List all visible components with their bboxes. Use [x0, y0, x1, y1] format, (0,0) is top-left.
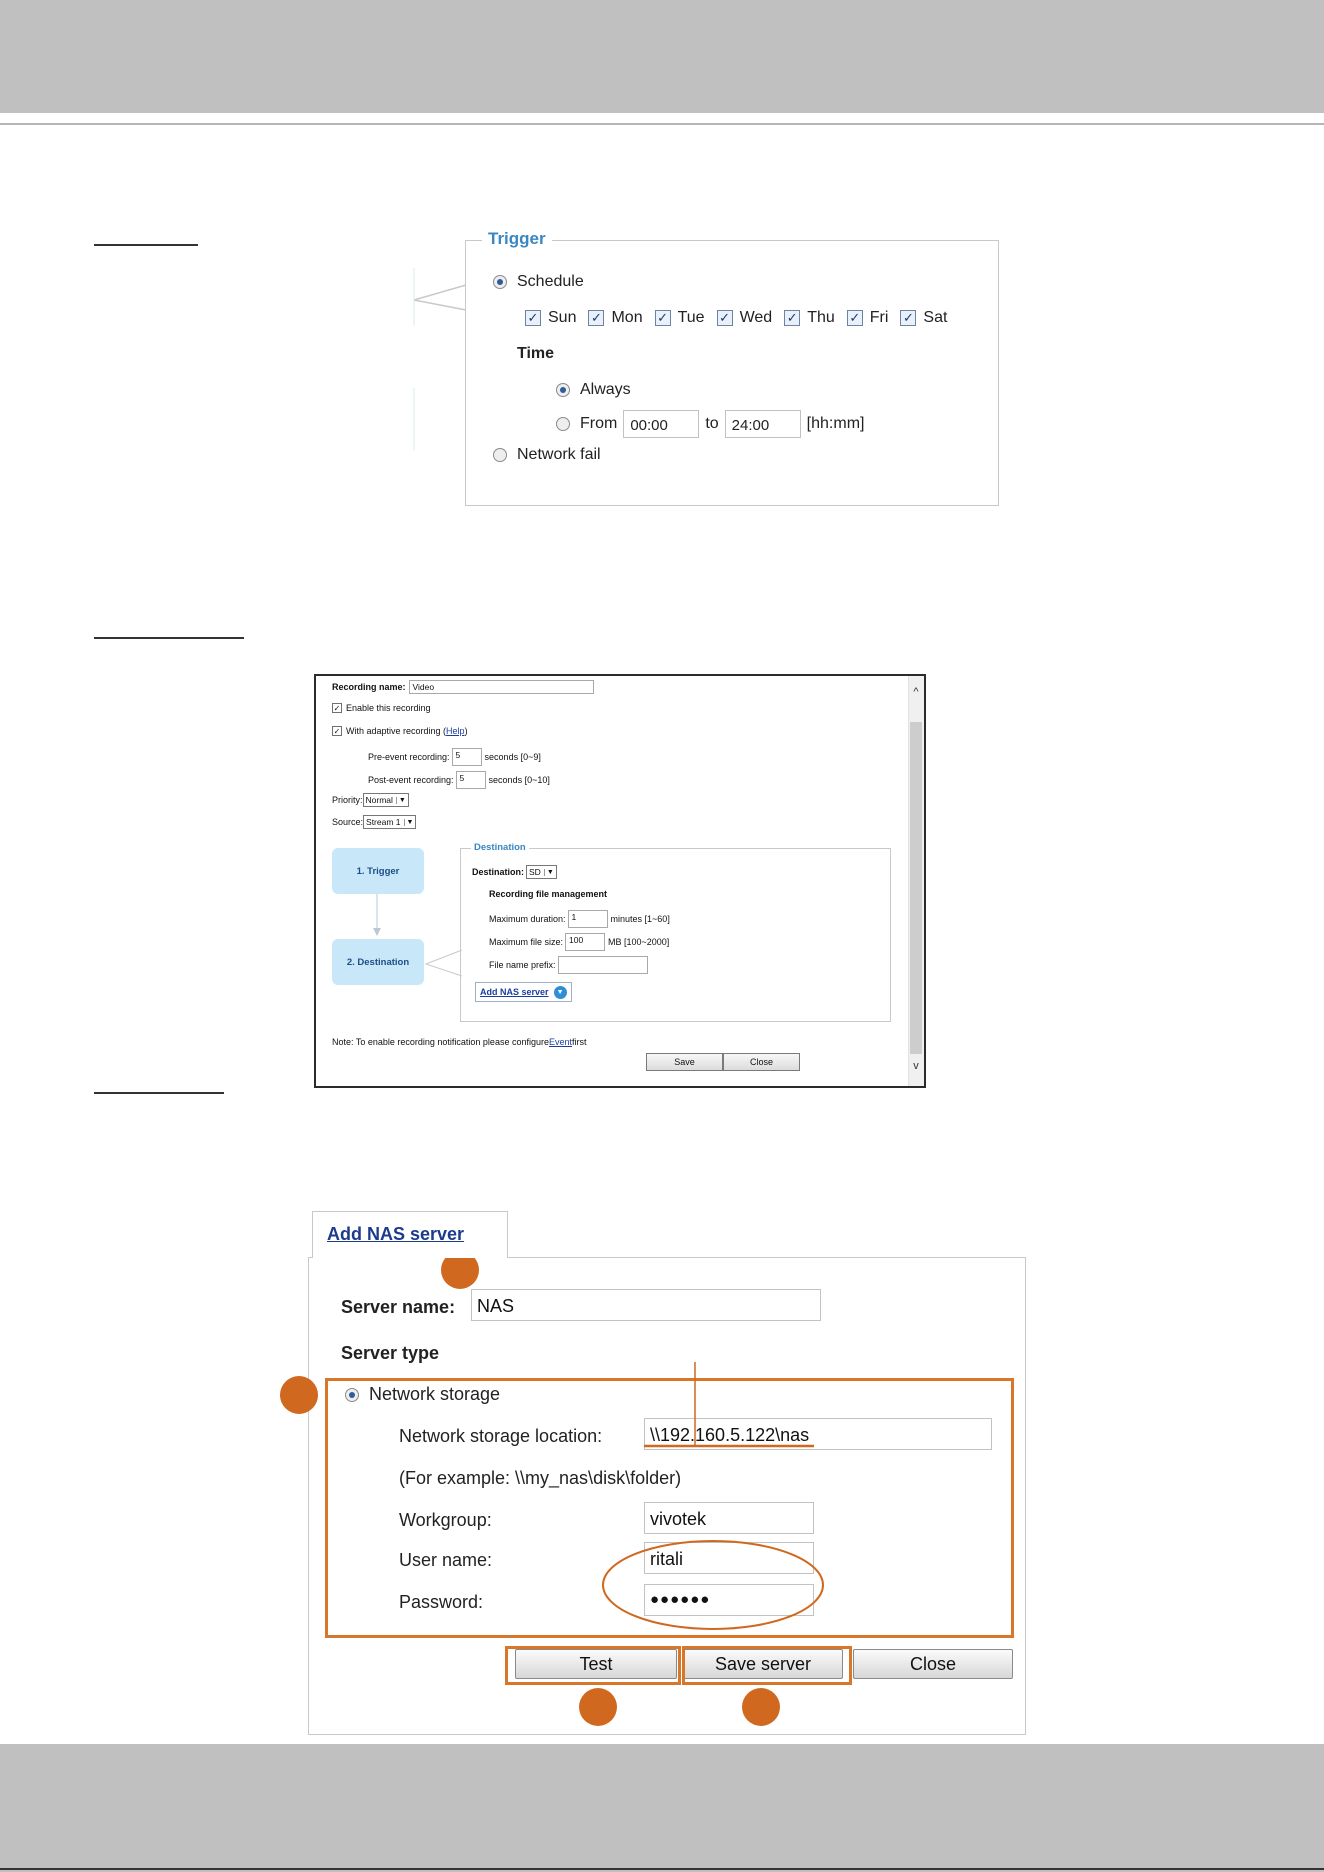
recording-name-row — [332, 680, 594, 694]
recording-name-input[interactable]: Video — [409, 680, 594, 694]
source-row — [332, 815, 416, 829]
schedule-label: Schedule — [517, 273, 584, 290]
step-trigger[interactable]: 1. Trigger — [332, 848, 424, 894]
destination-label: Destination: — [472, 867, 525, 877]
enable-recording-label: Enable this recording — [346, 703, 431, 713]
day-mon[interactable]: ✓ Mon — [588, 309, 642, 327]
network-fail-radio[interactable] — [493, 448, 507, 462]
footer-band — [0, 1744, 1324, 1872]
check-icon[interactable]: ✓ — [847, 310, 863, 326]
section-rule-3 — [94, 1092, 224, 1094]
workgroup-input[interactable]: vivotek — [644, 1502, 814, 1534]
scrollbar-thumb[interactable] — [910, 722, 922, 1054]
destination-panel — [460, 842, 891, 1022]
section-rule-2 — [94, 637, 244, 639]
header-rule — [0, 123, 1324, 125]
prefix-row — [489, 956, 648, 974]
event-link[interactable]: Event — [548, 1037, 572, 1047]
adaptive-recording-close: ) — [464, 726, 468, 736]
priority-row — [332, 793, 409, 807]
to-time-input[interactable]: 24:00 — [725, 410, 801, 438]
test-highlight — [505, 1646, 681, 1685]
pre-event-row — [368, 748, 541, 766]
expand-icon: ▼ — [554, 986, 567, 999]
check-icon[interactable]: ✓ — [900, 310, 916, 326]
add-nas-server-tab-label: Add NAS server — [327, 1224, 465, 1244]
post-event-unit: seconds [0~10] — [488, 775, 550, 785]
server-type-heading: Server type — [341, 1343, 440, 1363]
chevron-down-icon[interactable]: v — [913, 1060, 919, 1072]
destination-select[interactable]: SD ▼ — [526, 865, 557, 879]
source-label: Source: — [332, 817, 364, 827]
add-nas-server-tab[interactable] — [312, 1211, 508, 1258]
trigger-callout-pointer — [400, 260, 470, 460]
max-duration-unit: minutes [1~60] — [610, 914, 670, 924]
location-label: Network storage location: — [399, 1426, 603, 1446]
add-nas-server-button[interactable] — [475, 982, 572, 1002]
step-marker-save-server — [742, 1688, 780, 1726]
check-icon[interactable]: ✓ — [588, 310, 604, 326]
add-nas-server-link[interactable]: Add NAS server — [480, 987, 549, 997]
day-sun[interactable]: ✓ Sun — [525, 309, 576, 327]
pre-event-input[interactable]: 5 — [452, 748, 482, 766]
username-input[interactable]: ritali — [644, 1542, 814, 1574]
check-icon[interactable]: ✓ — [333, 703, 341, 713]
annotation-marks — [590, 1360, 830, 1640]
source-select[interactable]: Stream 1 ▼ — [363, 815, 416, 829]
file-management-heading: Recording file management — [489, 889, 608, 899]
enable-recording-row[interactable] — [332, 703, 431, 713]
max-size-label: Maximum file size: — [489, 937, 564, 947]
flow-arrow — [371, 894, 383, 938]
always-option[interactable] — [556, 381, 631, 399]
check-icon[interactable]: ✓ — [655, 310, 671, 326]
prefix-label: File name prefix: — [489, 960, 556, 970]
post-event-label: Post-event recording: — [368, 775, 454, 785]
day-fri[interactable]: ✓ Fri — [847, 309, 889, 327]
note-suffix: first — [572, 1037, 587, 1047]
time-heading: Time — [517, 345, 555, 362]
workgroup-label: Workgroup: — [399, 1510, 492, 1530]
scrollbar[interactable] — [908, 676, 924, 1086]
close-button[interactable]: Close — [853, 1649, 1013, 1679]
recording-name-label: Recording name: — [332, 682, 406, 692]
always-radio[interactable] — [556, 383, 570, 397]
note-text: Note: To enable recording notification please configure — [332, 1037, 549, 1047]
trigger-panel — [465, 229, 999, 506]
max-duration-input[interactable]: 1 — [568, 910, 608, 928]
check-icon[interactable]: ✓ — [784, 310, 800, 326]
test-button[interactable]: Test — [515, 1649, 677, 1679]
post-event-row — [368, 771, 550, 789]
destination-callout-pointer — [424, 948, 464, 978]
header-band — [0, 0, 1324, 113]
post-event-input[interactable]: 5 — [456, 771, 486, 789]
max-duration-label: Maximum duration: — [489, 914, 566, 924]
from-option — [556, 410, 864, 438]
recording-note — [332, 1037, 587, 1047]
adaptive-recording-row[interactable] — [332, 726, 468, 736]
network-fail-option[interactable] — [493, 446, 601, 464]
recording-close-button[interactable]: Close — [723, 1053, 800, 1071]
server-name-input[interactable]: NAS — [471, 1289, 821, 1321]
chevron-down-icon: ▼ — [544, 869, 554, 876]
destination-row — [472, 865, 557, 879]
day-sat[interactable]: ✓ Sat — [900, 309, 947, 327]
step-marker-server-type — [280, 1376, 318, 1414]
max-size-input[interactable]: 100 — [565, 933, 605, 951]
day-tue[interactable]: ✓ Tue — [655, 309, 705, 327]
trigger-legend: Trigger — [482, 229, 552, 249]
pre-event-label: Pre-event recording: — [368, 752, 450, 762]
save-server-button[interactable]: Save server — [683, 1649, 843, 1679]
save-server-highlight — [682, 1646, 852, 1685]
check-icon[interactable]: ✓ — [717, 310, 733, 326]
chevron-up-icon[interactable]: ^ — [913, 686, 919, 698]
to-label: to — [705, 415, 719, 432]
max-size-unit: MB [100~2000] — [608, 937, 670, 947]
location-example: (For example: \\my_nas\disk\folder) — [399, 1468, 682, 1488]
time-format-hint: [hh:mm] — [806, 415, 865, 432]
password-label: Password: — [399, 1592, 484, 1612]
chevron-down-icon: ▼ — [404, 819, 414, 826]
pre-event-unit: seconds [0~9] — [484, 752, 541, 762]
destination-legend: Destination — [471, 842, 529, 853]
schedule-radio[interactable] — [493, 275, 507, 289]
day-wed[interactable]: ✓ Wed — [717, 309, 773, 327]
prefix-input[interactable] — [558, 956, 648, 974]
step-marker-test — [579, 1688, 617, 1726]
location-input[interactable]: \\192.160.5.122\nas — [644, 1418, 992, 1450]
recording-save-button[interactable]: Save — [646, 1053, 723, 1071]
section-rule-1 — [94, 244, 198, 246]
day-thu[interactable]: ✓ Thu — [784, 309, 835, 327]
always-label: Always — [580, 381, 631, 398]
max-size-row — [489, 933, 669, 951]
password-input[interactable]: ●●●●●● — [644, 1584, 814, 1616]
username-label: User name: — [399, 1550, 493, 1570]
chevron-down-icon: ▼ — [396, 797, 406, 804]
from-radio[interactable] — [556, 417, 570, 431]
help-link[interactable]: Help — [446, 726, 465, 736]
from-time-input[interactable]: 00:00 — [623, 410, 699, 438]
max-duration-row — [489, 910, 670, 928]
network-fail-label: Network fail — [517, 446, 601, 463]
check-icon[interactable]: ✓ — [333, 726, 341, 736]
days-row — [525, 309, 959, 327]
schedule-option[interactable] — [493, 273, 584, 291]
server-name-label: Server name: — [341, 1297, 456, 1317]
from-label: From — [580, 415, 618, 432]
network-storage-label: Network storage — [369, 1384, 501, 1404]
priority-select[interactable]: Normal ▼ — [363, 793, 409, 807]
adaptive-recording-label: With adaptive recording ( — [346, 726, 447, 736]
check-icon[interactable]: ✓ — [525, 310, 541, 326]
priority-label: Priority: — [332, 795, 363, 805]
step-destination[interactable]: 2. Destination — [332, 939, 424, 985]
recording-settings-window — [314, 674, 926, 1088]
footer-rule — [0, 1868, 1324, 1870]
